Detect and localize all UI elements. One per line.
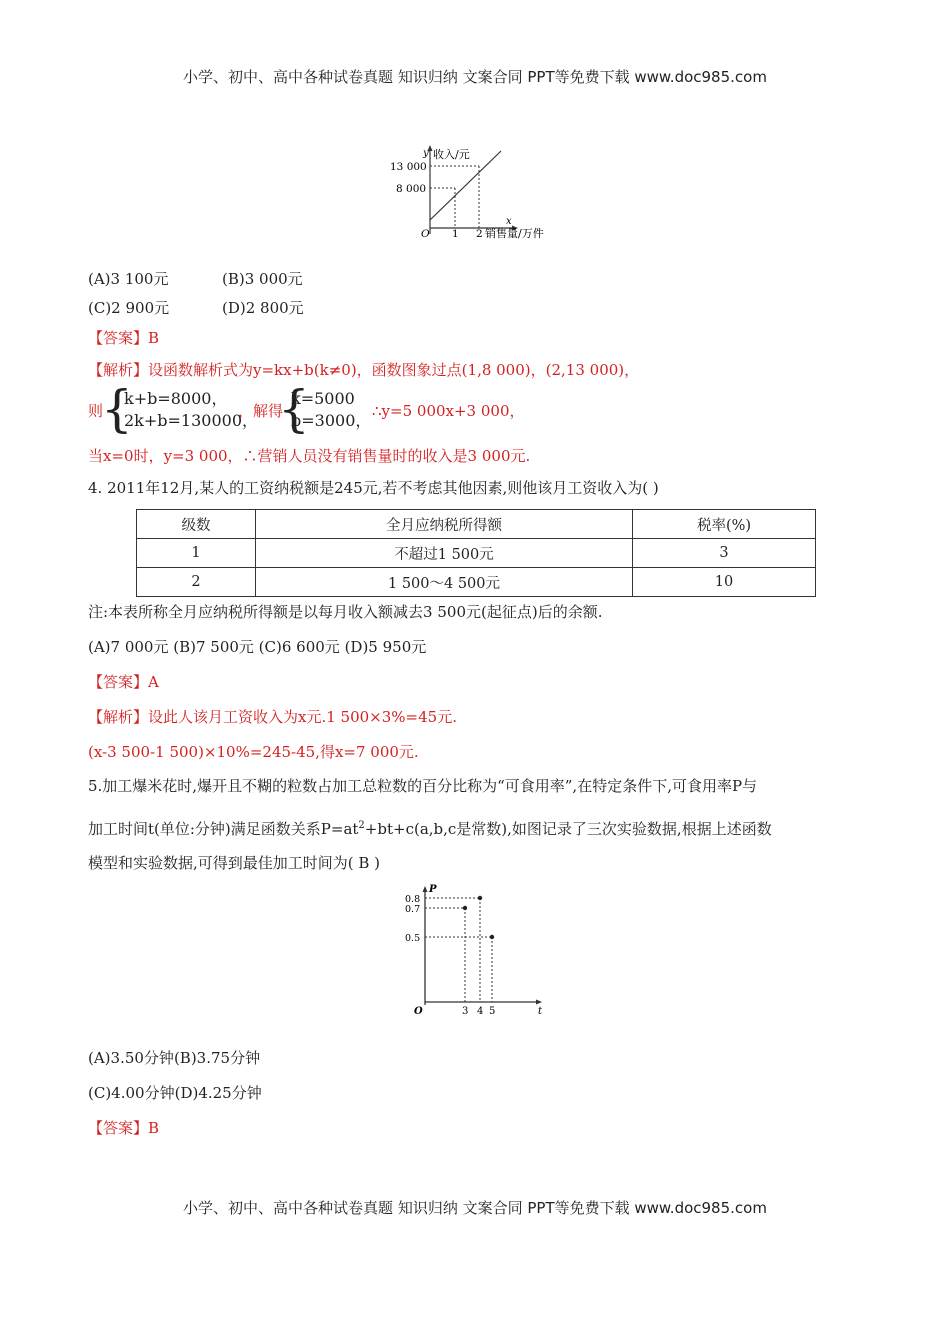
table-cell: 1 500～4 500元 xyxy=(256,568,633,597)
system1-eq2: 2k+b=130000， xyxy=(124,411,259,430)
q5-stem-line2-a: 加工时间t(单位:分钟)满足函数关系P=at xyxy=(88,820,359,838)
graph1-x-letter: x xyxy=(506,216,512,227)
popcorn-graph xyxy=(400,880,550,1020)
q5-stem-line1: 5.加工爆米花时,爆开且不糊的粒数占加工总粒数的百分比称为“可食用率”,在特定条件下,可食用率P与 xyxy=(88,777,758,795)
graph1-y-letter: y xyxy=(423,148,429,159)
q3-therefore: ∴y=5 000x+3 000， xyxy=(372,402,525,420)
q5-option-c: (C)4.00分钟 xyxy=(88,1084,175,1102)
q3-option-c: (C)2 900元 xyxy=(88,299,170,317)
system1-brace: { xyxy=(101,380,133,438)
table-cell: 不超过1 500元 xyxy=(256,539,633,568)
q5-options-line2 xyxy=(88,1083,262,1103)
table-cell: 2 xyxy=(137,568,256,597)
data-point-t4 xyxy=(478,896,482,900)
q5-stem-exponent: 2 xyxy=(358,820,365,831)
graph1-x-tick-2: 2 xyxy=(476,228,483,240)
q3-option-a: (A)3 100元 xyxy=(88,270,169,288)
table-header-cell: 级数 xyxy=(137,510,256,539)
graph2-x-tick-3: 3 xyxy=(462,1006,469,1017)
graph1-x-tick-1: 1 xyxy=(452,228,459,240)
table-header-row xyxy=(137,510,816,539)
q4-analysis-line1: 【解析】设此人该月工资收入为x元.1 500×3%=45元. xyxy=(88,708,457,726)
table-header-cell: 税率(%) xyxy=(633,510,816,539)
q3-analysis-line1: 【解析】设函数解析式为y=kx+b(k≠0)，函数图象过点(1,8 000)，(2,13 000)， xyxy=(88,361,640,379)
income-graph xyxy=(385,142,575,242)
q4-note: 注:本表所称全月应纳税所得额是以每月收入额减去3 500元(起征点)后的余额. xyxy=(88,603,603,621)
equation-system-2 xyxy=(291,388,371,432)
table-header-cell: 全月应纳税所得额 xyxy=(256,510,633,539)
q3-then: 则 xyxy=(88,402,104,420)
graph2-x-arrow xyxy=(536,1000,542,1005)
system2-brace: { xyxy=(278,380,310,438)
graph1-x-label: 销售量/万件 xyxy=(485,227,544,240)
data-point-t3 xyxy=(463,906,467,910)
system2-eq2: b=3000， xyxy=(291,411,372,430)
table-cell: 10 xyxy=(633,568,816,597)
graph2-y-tick-08: 0.8 xyxy=(405,894,421,905)
q3-answer: 【答案】B xyxy=(88,329,160,347)
graph1-y-label: 收入/元 xyxy=(433,148,470,161)
graph2-x-tick-4: 4 xyxy=(477,1006,484,1017)
system2-eq1: k=5000 xyxy=(291,389,355,408)
graph1-y-tick-13000: 13 000 xyxy=(390,161,427,173)
q5-option-a: (A)3.50分钟 xyxy=(88,1049,174,1067)
q4-stem: 4. 2011年12月,某人的工资纳税额是245元,若不考虑其他因素,则他该月工资收入为( ) xyxy=(88,479,659,497)
q4-options: (A)7 000元 (B)7 500元 (C)6 600元 (D)5 950元 xyxy=(88,638,427,656)
graph2-x-letter: t xyxy=(538,1006,543,1017)
graph2-y-tick-07: 0.7 xyxy=(405,904,421,915)
table-cell: 1 xyxy=(137,539,256,568)
q3-option-b: (B)3 000元 xyxy=(222,270,303,288)
graph1-function-line xyxy=(430,151,501,220)
q5-stem-line2 xyxy=(88,816,772,839)
q5-options-line1 xyxy=(88,1048,260,1068)
table-cell: 3 xyxy=(633,539,816,568)
q5-stem-line3: 模型和实验数据,可得到最佳加工时间为( B ) xyxy=(88,854,381,872)
page-footer: 小学、初中、高中各种试卷真题 知识归纳 文案合同 PPT等免费下载 www.doc985.com xyxy=(183,1199,767,1217)
q4-answer: 【答案】A xyxy=(88,673,159,691)
graph2-origin: O xyxy=(414,1006,423,1017)
graph2-y-letter: P xyxy=(429,884,437,895)
q5-answer: 【答案】B xyxy=(88,1119,160,1137)
table-row xyxy=(137,539,816,568)
graph2-x-tick-5: 5 xyxy=(489,1006,496,1017)
q3-solve: ，解得 xyxy=(238,402,284,420)
q5-option-d: (D)4.25分钟 xyxy=(174,1084,262,1102)
data-point-t5 xyxy=(490,935,494,939)
graph1-y-tick-8000: 8 000 xyxy=(396,183,427,195)
graph2-y-tick-05: 0.5 xyxy=(405,933,421,944)
q4-analysis-line2: (x-3 500-1 500)×10%=245-45,得x=7 000元. xyxy=(88,743,419,761)
q5-stem-line2-b: +bt+c(a,b,c是常数),如图记录了三次实验数据,根据上述函数 xyxy=(364,820,772,838)
tax-rate-table xyxy=(136,509,816,597)
q3-option-d: (D)2 800元 xyxy=(222,299,304,317)
q3-analysis-line3: 当x=0时，y=3 000，∴营销人员没有销售量时的收入是3 000元. xyxy=(88,447,531,465)
table-row xyxy=(137,568,816,597)
graph1-origin: O xyxy=(421,228,430,240)
graph2-y-arrow xyxy=(423,886,428,892)
q5-option-b: (B)3.75分钟 xyxy=(173,1049,261,1067)
system1-eq1: k+b=8000， xyxy=(124,389,228,408)
page-header: 小学、初中、高中各种试卷真题 知识归纳 文案合同 PPT等免费下载 www.doc985.com xyxy=(183,68,767,86)
